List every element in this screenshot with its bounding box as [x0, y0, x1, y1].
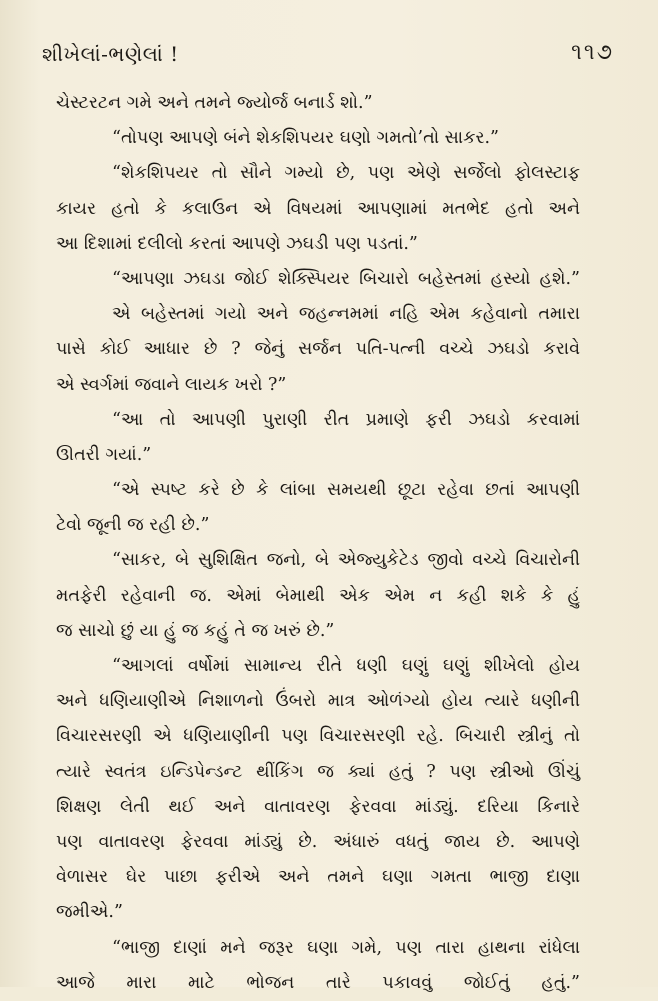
- text-line: વિચારસરણી એ ધણિયાણીની પણ વિચારસરણી રહે. બિચારી સ્ત્રીનું તો: [56, 726, 580, 747]
- text-line: અને ધણિયાણીએ નિશાળનો ઉંબરો માત્ર ઓળંગ્યો હોય ત્યારે ધણીની: [56, 691, 580, 712]
- body-text: [56, 86, 580, 1001]
- page-number: ૧૧૭: [571, 40, 614, 65]
- text-line: “સાકર, બે સુશિક્ષિત જનો, બે એજ્યુકેટેડ જીવો વચ્ચે વિચારોની: [112, 550, 580, 571]
- page-header: [42, 36, 614, 76]
- text-line: ચેસ્ટરટન ગમે અને તમને જ્યોર્જ બનાર્ડ શો.”: [56, 93, 373, 113]
- text-line: ટેવો જૂની જ રહી છે.”: [56, 515, 210, 536]
- text-line: એ બહેસ્તમાં ગયો અને જહન્નમમાં નહિ એમ કહેવાનો તમારા: [112, 304, 580, 325]
- text-line: કાયર હતો કે કલાઉન એ વિષયમાં આપણામાં મતભેદ હતો અને: [56, 198, 580, 219]
- text-line: મતફેરી રહેવાની જ. એમાં બેમાથી એક એમ ન કહી શકે કે હું: [56, 585, 580, 606]
- text-line: “આ તો આપણી પુરાણી રીત પ્રમાણે ફરી ઝઘડો કરવામાં: [112, 409, 580, 430]
- text-line: “ભાજી દાણાં મને જરૂર ઘણા ગમે, પણ તારા હાથના રાંધેલા: [112, 937, 580, 958]
- text-line: પાસે કોઈ આધાર છે ? જેનું સર્જન પતિ-પત્ની વચ્ચે ઝઘડો કરાવે: [56, 339, 580, 360]
- text-line: જ સાચો છું યા હું જ કહું તે જ ખરું છે.”: [56, 620, 335, 641]
- text-line: આજે મારા માટે ભોજન તારે પકાવવું જોઈતું હતું.”: [56, 972, 580, 993]
- text-line: જમીએ.”: [56, 902, 123, 923]
- text-line: “આગલાં વર્ષોમાં સામાન્ય રીતે ધણી ઘણું ઘણું શીખેલો હોય: [112, 656, 580, 676]
- text-line: “આપણા ઝઘડા જોઈ શેક્સ્પિયર બિચારો બહેસ્તમાં હસ્યો હશે.”: [112, 268, 580, 289]
- text-line: વેળાસર ઘેર પાછા ફરીએ અને તમને ઘણા ગમતા ભાજી દાણા: [56, 867, 580, 888]
- text-line: “શેકશિપયર તો સૌને ગમ્યો છે, પણ એણે સર્જેલો ફોલસ્ટાફ: [112, 163, 580, 184]
- text-line: “એ સ્પષ્ટ કરે છે કે લાંબા સમયથી છૂટા રહેવા છતાં આપણી: [112, 480, 580, 501]
- running-head: શીખેલાં-ભણેલાં !: [42, 42, 179, 66]
- text-line: એ સ્વર્ગમાં જવાને લાયક ખરો ?”: [56, 374, 287, 395]
- text-line: ત્યારે સ્વતંત્ર ઇન્ડિપેન્ડન્ટ થીંકિંગ જ ક્યાં હતું ? પણ સ્ત્રીઓ ઊંચું: [56, 761, 580, 782]
- text-line: “તોપણ આપણે બંને શેકશિપયર ઘણો ગમતો’તો સાકર.”: [112, 128, 500, 149]
- text-line: આ દિશામાં દલીલો કરતાં આપણે ઝઘડી પણ પડતાં.”: [56, 233, 418, 254]
- text-line: ઊતરી ગયાં.”: [56, 444, 152, 465]
- text-line: શિક્ષણ લેતી થઈ અને વાતાવરણ ફેરવવા માંડ્યું. દરિયા કિનારે: [56, 796, 580, 817]
- text-line: પણ વાતાવરણ ફેરવવા માંડ્યું છે. અંધારું વધતું જાય છે. આપણે: [56, 831, 580, 852]
